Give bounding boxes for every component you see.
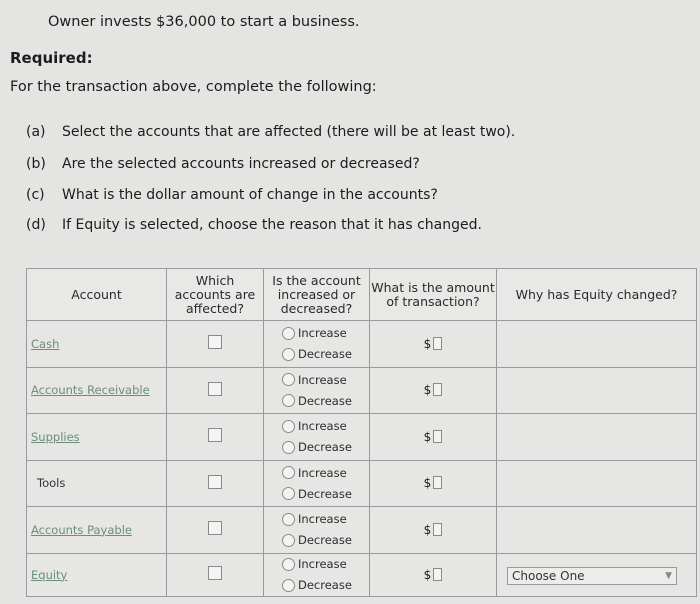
affected-checkbox[interactable] [208,335,222,349]
account-equity: Equity [27,553,167,596]
amount-cell [370,460,497,507]
account-cash: Cash [27,321,167,368]
direction-cell [264,367,370,414]
transaction-description: Owner invests $36,000 to start a business. [48,14,360,30]
equity-reason-cell [497,321,697,368]
decrease-option[interactable] [282,530,369,551]
table-row [27,414,697,461]
equity-reason-cell [497,367,697,414]
table-row [27,460,697,507]
radio-icon[interactable] [282,534,295,547]
affected-cell [167,460,264,507]
affected-checkbox[interactable] [208,521,222,535]
currency-symbol: $ [423,522,432,537]
question-d [26,217,482,233]
radio-icon[interactable] [282,348,295,361]
question-label: (a) [26,124,46,140]
direction-cell [264,460,370,507]
equity-reason-select[interactable] [507,567,677,585]
table-header-row [27,269,697,321]
increase-label: Increase [298,419,347,434]
required-label: Required: [10,49,93,67]
header-affected: Which accounts are affected? [167,269,264,321]
question-a [26,124,515,140]
amount-input[interactable] [433,383,442,396]
increase-label: Increase [298,557,347,571]
instruction-text: For the transaction above, complete the following: [10,79,377,95]
amount-cell [370,414,497,461]
decrease-label: Decrease [298,578,352,592]
radio-icon[interactable] [282,373,295,386]
decrease-label: Decrease [298,486,352,501]
question-text: If Equity is selected, choose the reason that it has changed. [62,217,482,233]
equity-reason-cell [497,507,697,554]
affected-checkbox[interactable] [208,566,222,580]
amount-input[interactable] [433,430,442,443]
amount-cell [370,553,497,596]
affected-cell [167,553,264,596]
currency-symbol: $ [423,476,432,491]
equity-reason-value: Choose One [512,568,585,583]
chevron-down-icon: ▼ [665,570,672,581]
question-label: (b) [26,156,46,172]
affected-cell [167,507,264,554]
direction-cell [264,321,370,368]
affected-checkbox[interactable] [208,382,222,396]
direction-cell [264,553,370,596]
currency-symbol: $ [423,336,432,351]
amount-input[interactable] [433,523,442,536]
radio-icon[interactable] [282,513,295,526]
question-text: Select the accounts that are affected (there will be at least two). [62,124,516,140]
direction-cell [264,507,370,554]
increase-option[interactable] [282,509,369,530]
header-amount: What is the amount of transaction? [370,269,497,321]
increase-label: Increase [298,326,347,341]
equity-reason-cell [497,460,697,507]
account-tools: Tools [27,460,167,507]
radio-icon[interactable] [282,466,295,479]
account-accounts-payable: Accounts Payable [27,507,167,554]
decrease-option[interactable] [282,483,369,504]
currency-symbol: $ [423,567,432,582]
header-equity-reason: Why has Equity changed? [497,269,697,321]
table-row [27,367,697,414]
question-text: What is the dollar amount of change in the accounts? [62,187,438,203]
table-row [27,553,697,596]
increase-option[interactable] [282,554,369,575]
amount-input[interactable] [433,337,442,350]
decrease-label: Decrease [298,393,352,408]
increase-label: Increase [298,512,347,527]
amount-cell [370,321,497,368]
currency-symbol: $ [423,429,432,444]
transaction-table [26,268,697,597]
account-supplies: Supplies [27,414,167,461]
increase-option[interactable] [282,323,369,344]
decrease-label: Decrease [298,347,352,362]
increase-option[interactable] [282,462,369,483]
affected-cell [167,414,264,461]
direction-cell [264,414,370,461]
table-row [27,507,697,554]
radio-icon[interactable] [282,394,295,407]
decrease-label: Decrease [298,440,352,455]
radio-icon[interactable] [282,441,295,454]
decrease-option[interactable] [282,344,369,365]
radio-icon[interactable] [282,327,295,340]
equity-reason-cell [497,414,697,461]
amount-cell [370,367,497,414]
increase-option[interactable] [282,416,369,437]
account-accounts-receivable: Accounts Receivable [27,367,167,414]
decrease-option[interactable] [282,575,369,596]
increase-label: Increase [298,465,347,480]
radio-icon[interactable] [282,487,295,500]
decrease-option[interactable] [282,390,369,411]
radio-icon[interactable] [282,579,295,592]
header-account: Account [27,269,167,321]
increase-option[interactable] [282,369,369,390]
affected-cell [167,367,264,414]
question-label: (d) [26,217,46,233]
increase-label: Increase [298,372,347,387]
table-row [27,321,697,368]
amount-input[interactable] [433,568,442,581]
affected-checkbox[interactable] [208,428,222,442]
radio-icon[interactable] [282,420,295,433]
question-text: Are the selected accounts increased or decreased? [62,156,420,172]
decrease-label: Decrease [298,533,352,548]
question-b [26,156,420,172]
amount-cell [370,507,497,554]
amount-input[interactable] [433,476,442,489]
question-label: (c) [26,187,45,203]
decrease-option[interactable] [282,437,369,458]
question-c [26,187,438,203]
radio-icon[interactable] [282,558,295,571]
affected-checkbox[interactable] [208,475,222,489]
header-direction: Is the account increased or decreased? [264,269,370,321]
affected-cell [167,321,264,368]
currency-symbol: $ [423,383,432,398]
equity-reason-cell [497,553,697,596]
